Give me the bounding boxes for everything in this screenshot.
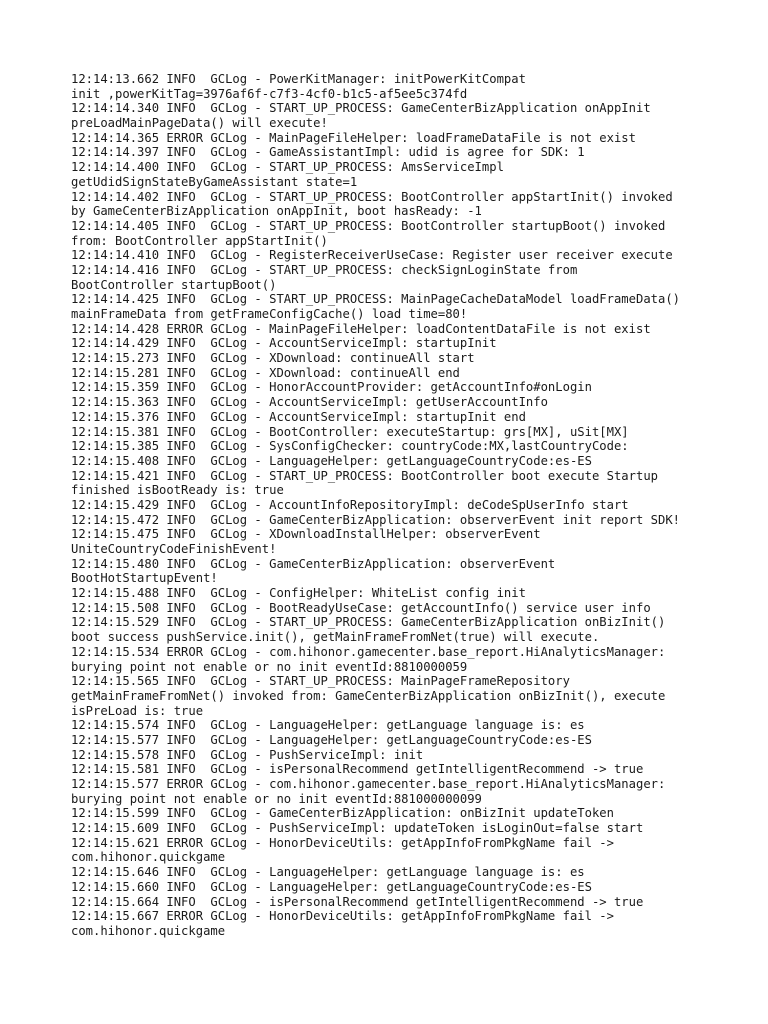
log-line: 12:14:15.508 INFO GCLog - BootReadyUseCase: getAccountInfo() service user info [71,600,651,615]
log-line: 12:14:15.577 ERROR GCLog - com.hihonor.gamecenter.base_report.HiAnalyticsManager: [71,777,666,791]
log-line: 12:14:15.359 INFO GCLog - HonorAccountProvider: getAccountInfo#onLogin [71,380,592,395]
log-line: getMainFrameFromNet() invoked from: GameCenterBizApplication onBizInit(), execute [71,688,666,703]
log-line: 12:14:15.475 INFO GCLog - XDownloadInstallHelper: observerEvent [71,527,541,542]
log-line: 12:14:15.408 INFO GCLog - LanguageHelper: getLanguageCountryCode:es-ES [71,453,592,468]
log-line: 12:14:15.565 INFO GCLog - START_UP_PROCESS: MainPageFrameRepository [71,674,570,689]
log-line: BootHotStartupEvent! [71,571,218,586]
log-line: 12:14:15.472 INFO GCLog - GameCenterBizApplication: observerEvent init report SDK! [71,512,681,527]
log-line: UniteCountryCodeFinishEvent! [71,542,277,556]
log-line: BootController startupBoot() [71,277,277,292]
log-line: 12:14:14.410 INFO GCLog - RegisterReceiverUseCase: Register user receiver execute [71,248,673,263]
log-line: preLoadMainPageData() will execute! [71,116,328,131]
log-line: 12:14:15.381 INFO GCLog - BootController: executeStartup: grs[MX], uSit[MX] [71,424,629,439]
log-line: com.hihonor.quickgame [71,850,226,865]
log-line: 12:14:14.365 ERROR GCLog - MainPageFileHelper: loadFrameDataFile is not exist [71,130,636,145]
log-line: 12:14:15.574 INFO GCLog - LanguageHelper: getLanguage language is: es [71,718,585,733]
log-line: 12:14:15.421 INFO GCLog - START_UP_PROCESS: BootController boot execute Startup [71,468,658,483]
log-line: 12:14:15.646 INFO GCLog - LanguageHelper: getLanguage language is: es [71,865,585,880]
log-line: isPreLoad is: true [71,703,204,718]
log-line: 12:14:13.662 INFO GCLog - PowerKitManager: initPowerKitCompat [71,72,526,86]
log-line: burying point not enable or no init eventId:8810000059 [71,659,468,674]
log-line: 12:14:15.621 ERROR GCLog - HonorDeviceUtils: getAppInfoFromPkgName fail -> [71,835,614,850]
log-line: 12:14:15.376 INFO GCLog - AccountServiceImpl: startupInit end [71,409,526,424]
log-line: 12:14:15.578 INFO GCLog - PushServiceImpl: init [71,747,424,762]
log-line: 12:14:15.581 INFO GCLog - isPersonalRecommend getIntelligentRecommend -> true [71,762,644,777]
log-line: 12:14:14.405 INFO GCLog - START_UP_PROCESS: BootController startupBoot() invoked [71,218,666,233]
log-line: 12:14:15.660 INFO GCLog - LanguageHelper: getLanguageCountryCode:es-ES [71,879,592,894]
log-line: 12:14:15.664 INFO GCLog - isPersonalRecommend getIntelligentRecommend -> true [71,894,644,909]
log-line: 12:14:15.363 INFO GCLog - AccountServiceImpl: getUserAccountInfo [71,395,548,410]
log-line: 12:14:14.397 INFO GCLog - GameAssistantImpl: udid is agree for SDK: 1 [71,145,585,160]
log-line: init ,powerKitTag=3976af6f-c7f3-4cf0-b1c5-af5ee5c374fd [71,86,468,101]
log-line: 12:14:15.667 ERROR GCLog - HonorDeviceUtils: getAppInfoFromPkgName fail -> [71,909,614,924]
log-line: 12:14:14.416 INFO GCLog - START_UP_PROCESS: checkSignLoginState from [71,262,578,277]
log-line: burying point not enable or no init eventId:881000000099 [71,791,482,806]
log-line: by GameCenterBizApplication onAppInit, boot hasReady: -1 [71,204,482,219]
log-line: 12:14:15.480 INFO GCLog - GameCenterBizApplication: observerEvent [71,556,556,571]
log-line: finished isBootReady is: true [71,483,284,498]
log-line: 12:14:15.577 INFO GCLog - LanguageHelper: getLanguageCountryCode:es-ES [71,732,592,747]
log-line: getUdidSignStateByGameAssistant state=1 [71,174,358,189]
log-line: from: BootController appStartInit() [71,233,328,248]
log-line: 12:14:15.534 ERROR GCLog - com.hihonor.gamecenter.base_report.HiAnalyticsManager: [71,644,666,659]
log-line: 12:14:14.428 ERROR GCLog - MainPageFileHelper: loadContentDataFile is not exist [71,321,651,336]
log-line: 12:14:15.273 INFO GCLog - XDownload: continueAll start [71,351,475,366]
log-line: 12:14:15.488 INFO GCLog - ConfigHelper: WhiteList config init [71,586,526,601]
log-line: 12:14:15.529 INFO GCLog - START_UP_PROCESS: GameCenterBizApplication onBizInit() [71,615,666,630]
log-line: 12:14:15.599 INFO GCLog - GameCenterBizApplication: onBizInit updateToken [71,806,614,821]
log-line: boot success pushService.init(), getMainFrameFromNet(true) will execute. [71,630,600,645]
log-line: 12:14:14.400 INFO GCLog - START_UP_PROCESS: AmsServiceImpl [71,160,504,175]
log-line: com.hihonor.quickgame [71,923,226,938]
log-line: mainFrameData from getFrameConfigCache() load time=80! [71,307,468,321]
log-line: 12:14:14.425 INFO GCLog - START_UP_PROCESS: MainPageCacheDataModel loadFrameData() [71,292,681,307]
log-line: 12:14:15.385 INFO GCLog - SysConfigChecker: countryCode:MX,lastCountryCode: [71,439,629,454]
log-text-block [71,72,751,939]
log-line: 12:14:14.340 INFO GCLog - START_UP_PROCESS: GameCenterBizApplication onAppInit [71,101,651,116]
log-line: 12:14:15.429 INFO GCLog - AccountInfoRepositoryImpl: deCodeSpUserInfo start [71,497,629,512]
log-line: 12:14:14.402 INFO GCLog - START_UP_PROCESS: BootController appStartInit() invoked [71,189,673,204]
log-line: 12:14:14.429 INFO GCLog - AccountServiceImpl: startupInit [71,336,497,351]
log-line: 12:14:15.281 INFO GCLog - XDownload: continueAll end [71,365,460,380]
log-line: 12:14:15.609 INFO GCLog - PushServiceImpl: updateToken isLoginOut=false start [71,821,644,836]
